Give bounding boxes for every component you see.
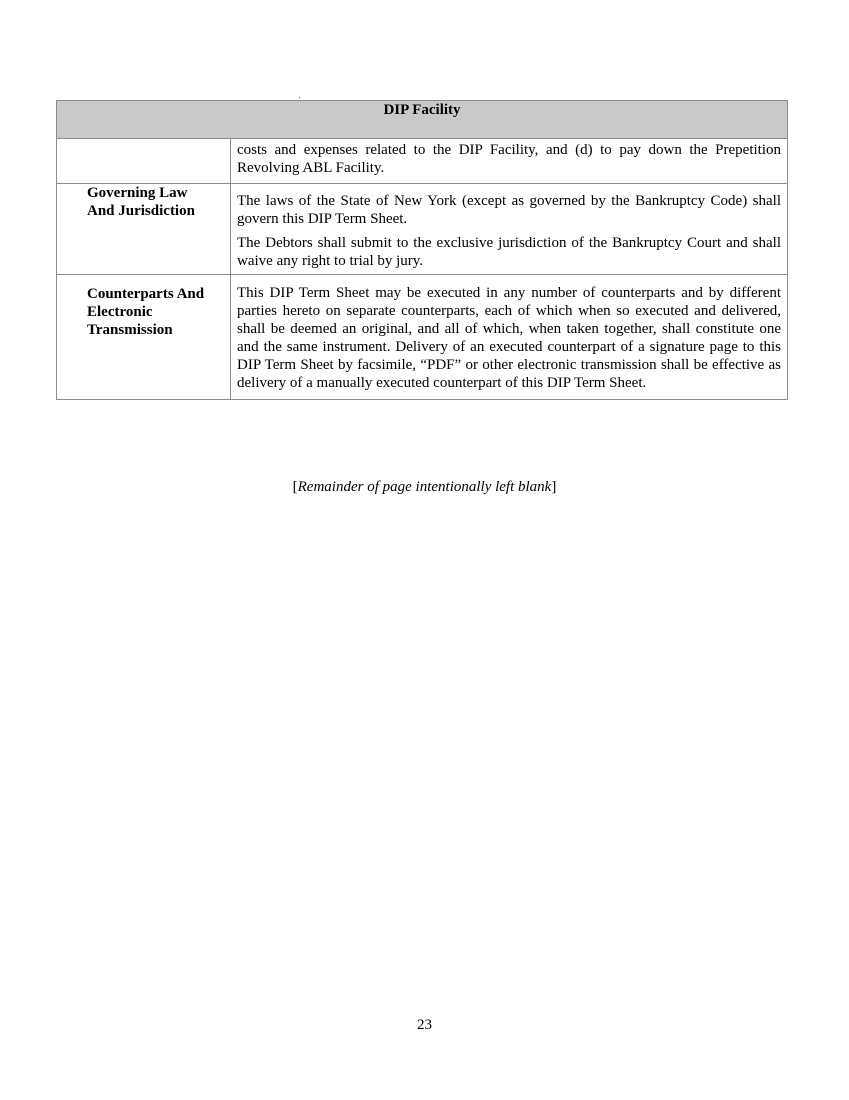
remainder-close-bracket: ] bbox=[551, 479, 557, 495]
counterparts-label-line1: Counterparts And bbox=[87, 286, 205, 302]
page-number: 23 bbox=[417, 1017, 432, 1033]
governing-law-paragraph-1: The laws of the State of New York (except as governed by the Bankruptcy Code) shall govern this DIP Term Sheet. bbox=[237, 193, 782, 227]
remainder-note bbox=[0, 479, 849, 496]
table-row-counterparts bbox=[57, 275, 788, 400]
stray-tick-mark bbox=[299, 97, 300, 98]
governing-law-label-line2: And Jurisdiction bbox=[87, 203, 195, 219]
table-row-governing-law bbox=[57, 184, 788, 275]
remainder-note-text: Remainder of page intentionally left blank bbox=[297, 479, 552, 495]
continuation-text-cell bbox=[231, 139, 788, 184]
counterparts-label-line2: Electronic bbox=[87, 304, 153, 320]
governing-law-text-cell bbox=[231, 184, 788, 275]
remainder-open-bracket: [ bbox=[292, 479, 298, 495]
table-row-continuation bbox=[57, 139, 788, 184]
governing-law-paragraph-2: The Debtors shall submit to the exclusive jurisdiction of the Bankruptcy Court and shall waive any right to trial by jury. bbox=[237, 235, 782, 269]
table-header: DIP Facility bbox=[57, 101, 788, 139]
governing-law-label-line1: Governing Law bbox=[87, 185, 188, 201]
counterparts-label-cell bbox=[57, 275, 231, 400]
dip-term-sheet-table bbox=[56, 100, 788, 400]
continuation-text: costs and expenses related to the DIP Facility, and (d) to pay down the Prepetition Revolving ABL Facility. bbox=[237, 142, 782, 176]
continuation-label-cell bbox=[57, 139, 231, 184]
counterparts-paragraph: This DIP Term Sheet may be executed in any number of counterparts and by different parties hereto on separate counterparts, each of which when so executed and delivered, shall be deemed an original, and all of which, when taken together, shall constitute one and the same instrument. Delivery of an executed counterpart of a signature page to this DIP Term Sheet by facsimile, “PDF” or other electronic transmission shall be effective as delivery of a manually executed counterpart of this DIP Term Sheet. bbox=[237, 285, 782, 391]
counterparts-text-cell bbox=[231, 275, 788, 400]
counterparts-label-line3: Transmission bbox=[87, 322, 173, 338]
table-header-row bbox=[57, 101, 788, 139]
governing-law-label-cell bbox=[57, 184, 231, 275]
